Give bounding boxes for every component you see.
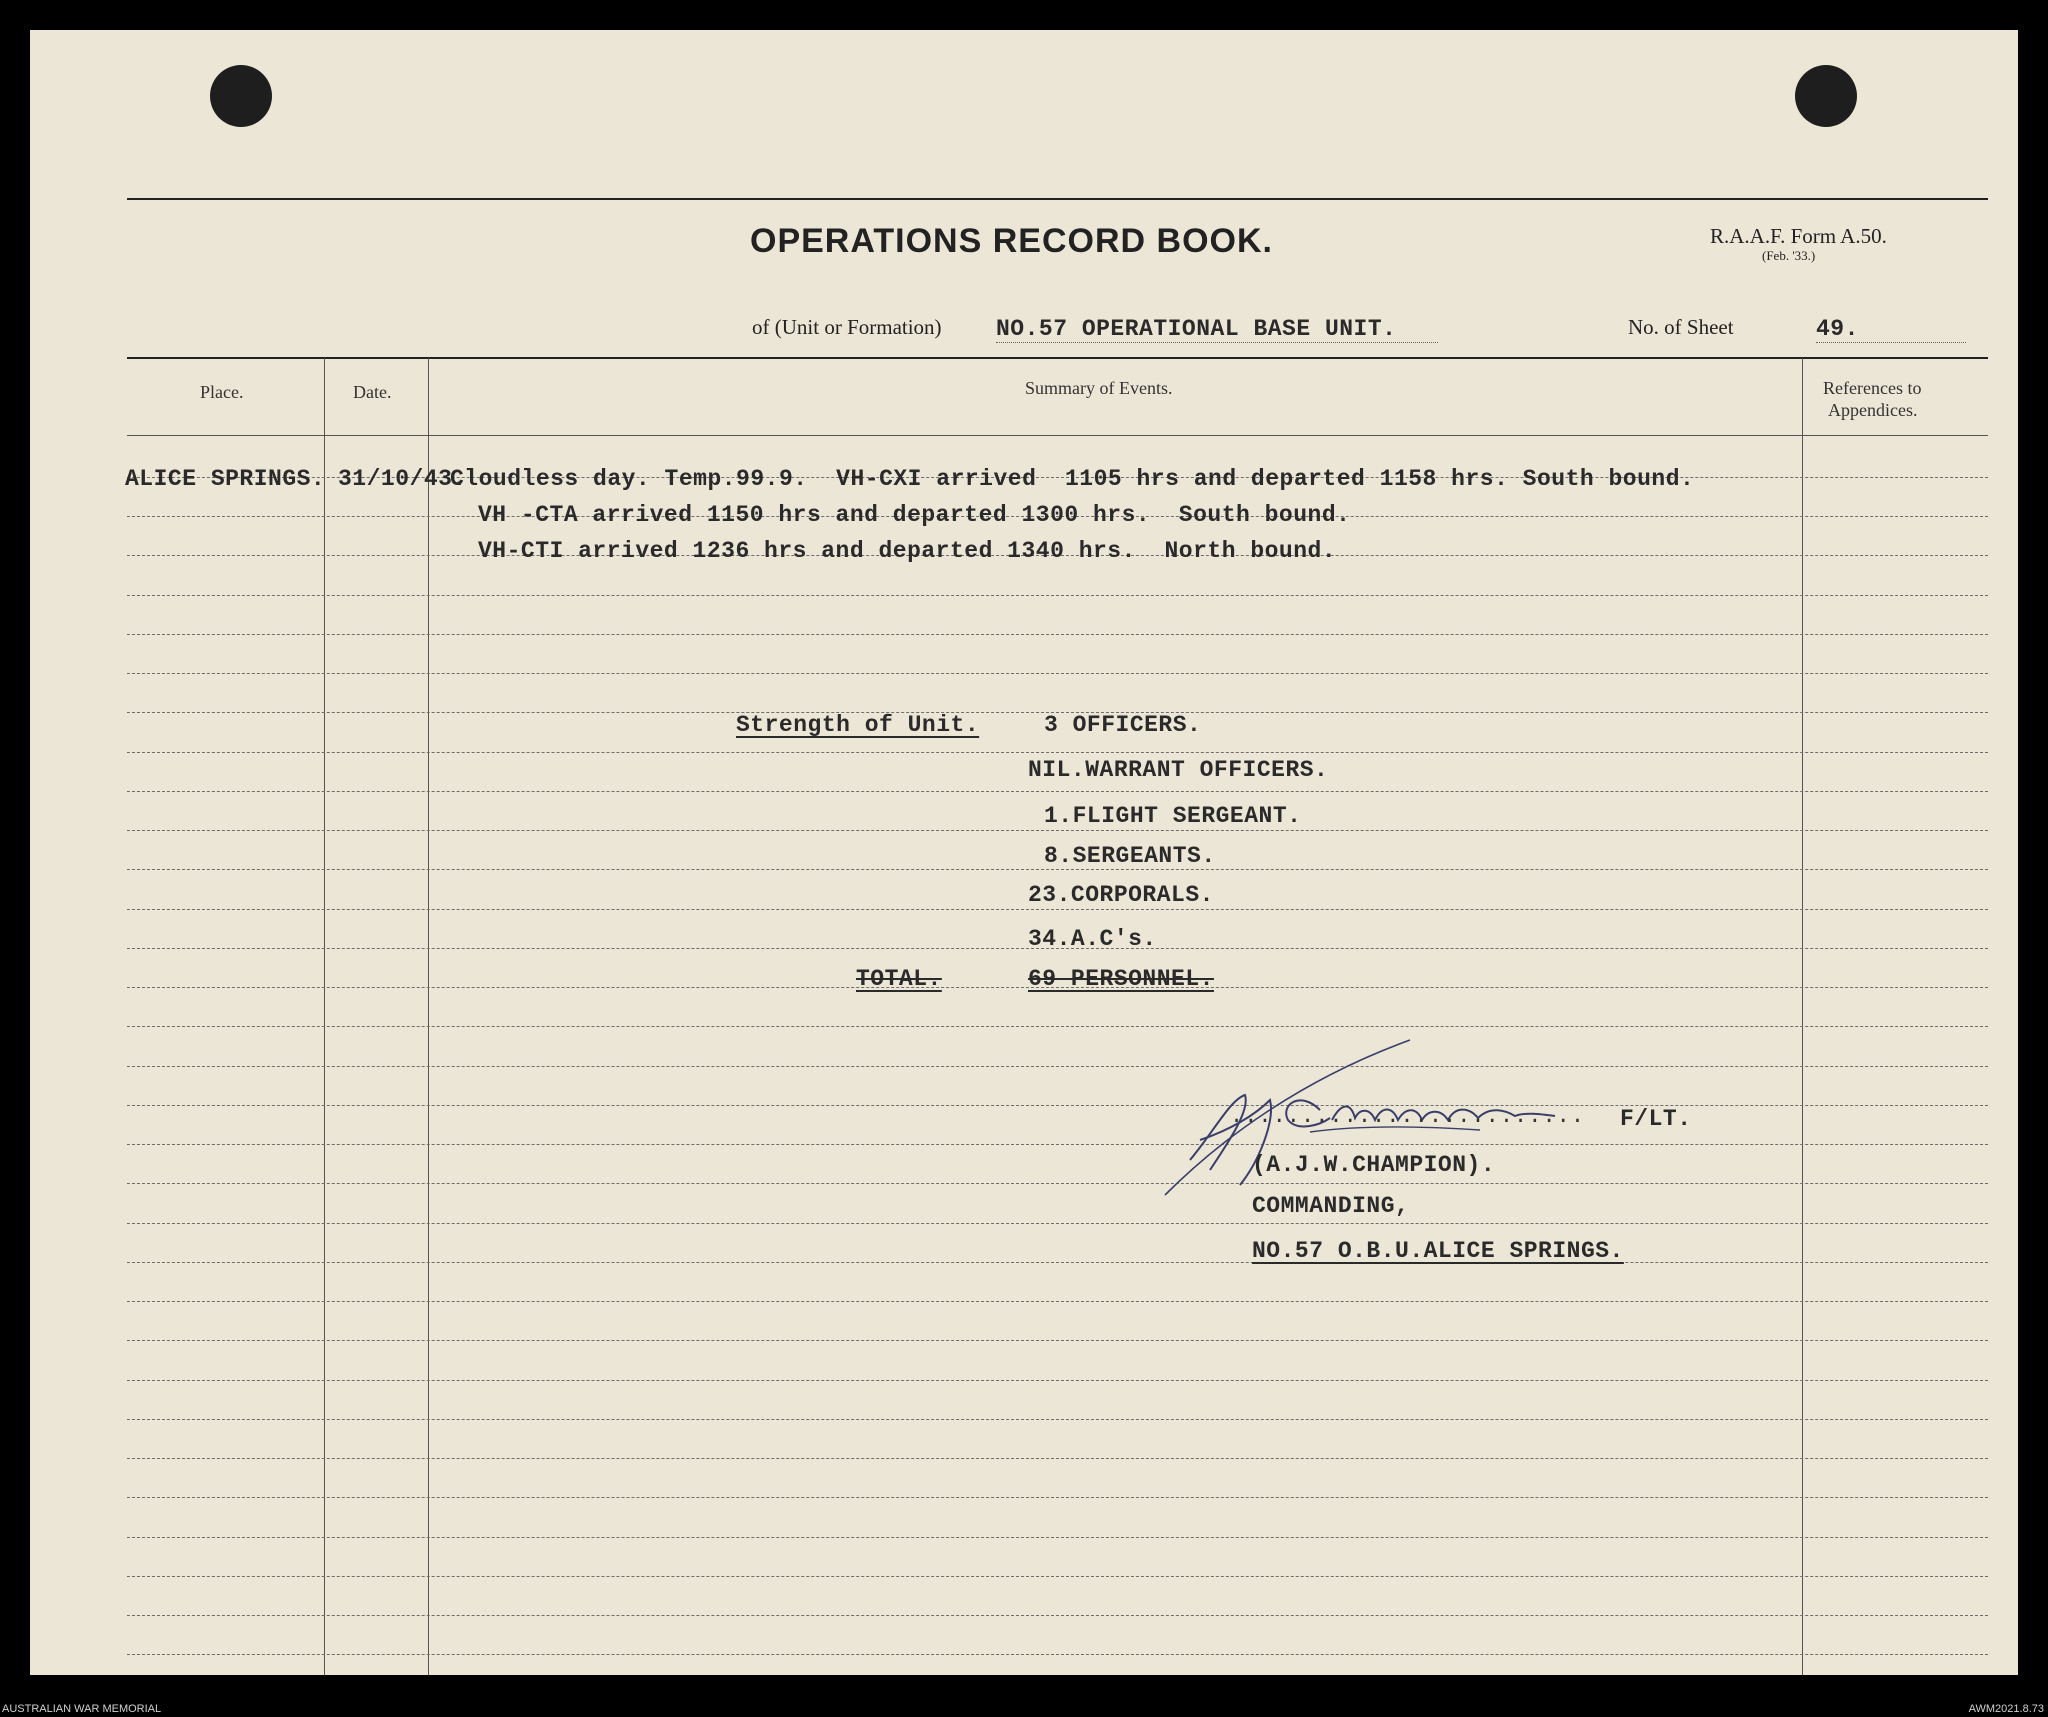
form-title: OPERATIONS RECORD BOOK.	[750, 222, 1273, 260]
ruled-line	[127, 869, 1988, 870]
ruled-line	[127, 1537, 1988, 1538]
entry-line-3: VH-CTI arrived 1236 hrs and departed 1340 hrs. North bound.	[478, 538, 1337, 564]
strength-label: Strength of Unit.	[736, 712, 980, 738]
strength-flight-sergeant: 1.FLIGHT SERGEANT.	[1044, 803, 1302, 829]
total-value: 69 PERSONNEL.	[1028, 966, 1214, 992]
entry-date: 31/10/43.	[338, 466, 467, 492]
entry-place: ALICE SPRINGS.	[125, 466, 326, 492]
signature-role: COMMANDING,	[1252, 1193, 1410, 1219]
signature-name: (A.J.W.CHAMPION).	[1252, 1152, 1496, 1178]
strength-corporals: 23.CORPORALS.	[1028, 882, 1214, 908]
ruled-line	[127, 1340, 1988, 1341]
ruled-line	[127, 673, 1988, 674]
top-border-line	[127, 198, 1988, 200]
ruled-line	[127, 1615, 1988, 1616]
form-id: R.A.A.F. Form A.50.	[1710, 224, 1887, 248]
sheet-value: 49.	[1816, 316, 1966, 343]
entry-line-1: Cloudless day. Temp.99.9. VH-CXI arrived 1105 hrs and departed 1158 hrs. South bound.	[450, 466, 1695, 492]
ruled-line	[127, 830, 1988, 831]
ruled-line	[127, 1458, 1988, 1459]
column-header-references-line1: References to	[1823, 378, 1922, 398]
column-header-summary: Summary of Events.	[1025, 378, 1173, 398]
strength-sergeants: 8.SERGEANTS.	[1044, 843, 1216, 869]
footer-reference-number: AWM2021.8.73	[1968, 1703, 2044, 1715]
ruled-line	[127, 909, 1988, 910]
ruled-line	[127, 1026, 1988, 1027]
strength-acs: 34.A.C's.	[1028, 926, 1157, 952]
header-bottom-line	[127, 435, 1988, 436]
sheet-label: No. of Sheet	[1628, 315, 1734, 339]
ruled-line	[127, 1183, 1988, 1184]
record-sheet	[30, 30, 2018, 1675]
archive-footer	[0, 1675, 2048, 1717]
punch-hole-right	[1795, 65, 1857, 127]
entry-line-2: VH -CTA arrived 1150 hrs and departed 1300 hrs. South bound.	[478, 502, 1351, 528]
signature-unit: NO.57 O.B.U.ALICE SPRINGS.	[1252, 1238, 1624, 1264]
ruled-line	[127, 1419, 1988, 1420]
ruled-line	[127, 1654, 1988, 1655]
ruled-line	[127, 752, 1988, 753]
punch-hole-left	[210, 65, 272, 127]
ruled-line	[127, 1223, 1988, 1224]
ruled-line	[127, 1497, 1988, 1498]
ruled-line	[127, 595, 1988, 596]
ruled-line	[127, 791, 1988, 792]
column-header-place: Place.	[200, 382, 244, 402]
ruled-line	[127, 1144, 1988, 1145]
strength-warrant-officers: NIL.WARRANT OFFICERS.	[1028, 757, 1329, 783]
column-header-date: Date.	[353, 382, 392, 402]
unit-value: NO.57 OPERATIONAL BASE UNIT.	[996, 316, 1438, 343]
unit-label: of (Unit or Formation)	[752, 315, 942, 339]
ruled-line	[127, 1380, 1988, 1381]
ruled-line	[127, 1066, 1988, 1067]
header-top-line	[127, 357, 1988, 359]
ruled-line	[127, 1262, 1988, 1263]
form-date: (Feb. '33.)	[1762, 248, 1816, 263]
ruled-line	[127, 634, 1988, 635]
column-header-references-line2: Appendices.	[1828, 400, 1918, 420]
total-label: TOTAL.	[856, 966, 942, 992]
strength-officers: 3 OFFICERS.	[1044, 712, 1202, 738]
signature-dots: .........................	[1230, 1104, 1586, 1129]
ruled-line	[127, 1105, 1988, 1106]
signature-rank: F/LT.	[1620, 1106, 1692, 1132]
footer-archive-name: AUSTRALIAN WAR MEMORIAL	[2, 1703, 162, 1715]
ruled-line	[127, 1301, 1988, 1302]
ruled-line	[127, 1576, 1988, 1577]
